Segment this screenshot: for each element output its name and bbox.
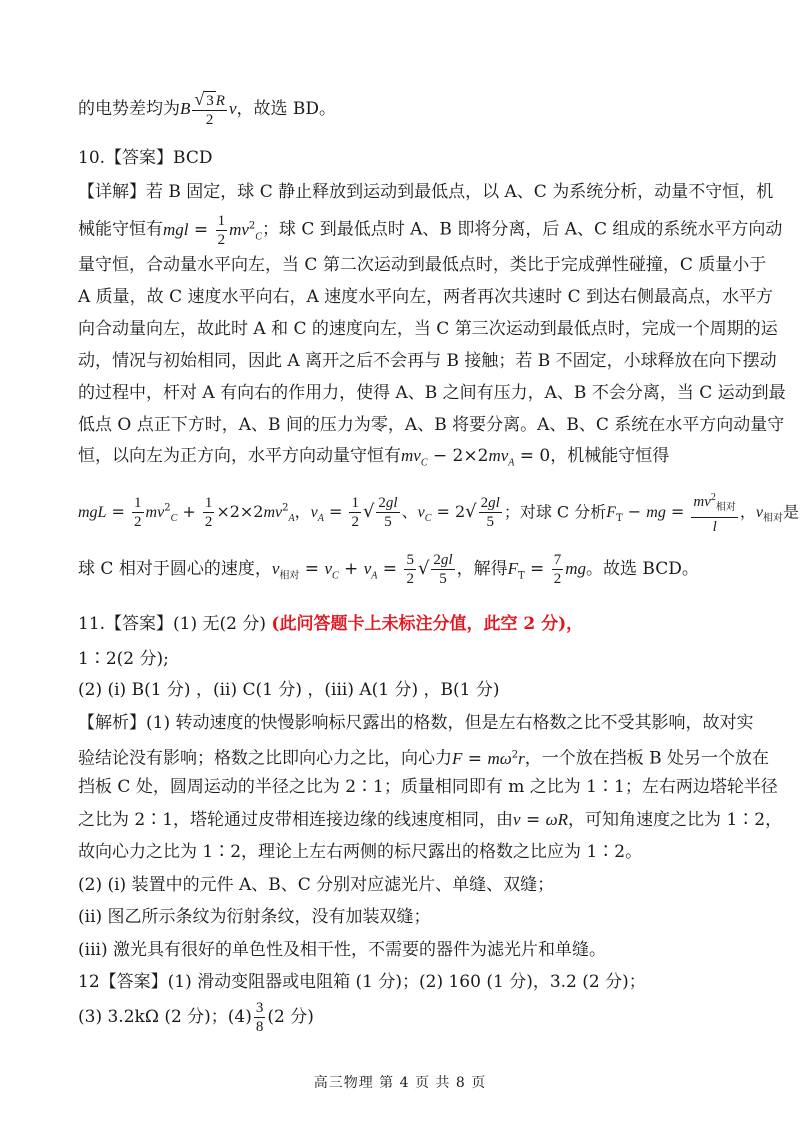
q10-tension-formula: $F_T$ − mg = $\frac{mv^2_{相对}}{l}$ ，$v_{相对}$ [606, 502, 783, 521]
q11-explain-line-8: (iii) 激光具有很好的单色性及相干性，不需要的器件为滤光片和单缝。 [78, 940, 606, 960]
q10-relative-velocity-formula: $v_{相对} = v_C + v_A$ = $\frac{5}{2}$ √ $\frac{2gl}{5}$ [271, 552, 453, 587]
q10-l11-text-b: ，解得 [456, 559, 508, 579]
q10-detail-line-3: 量守恒，合动量水平向左，当 C 第二次运动到最低点时，类比于完成弹性碰撞，C 质量小于 [78, 255, 767, 275]
q10-l9-text-a: 恒，以向左为正方向，水平方向动量守恒有 [78, 446, 401, 466]
q12-answer-line-1: 12【答案】(1) 滑动变阻器或电阻箱 (1 分)；(2) 160 (1 分)，3.2 (2 分)； [78, 972, 646, 992]
q11-explain-line-7: (ii) 图乙所示条纹为衍射条纹，没有加装双缝； [78, 907, 431, 927]
page-footer: 高三物理 第 4 页 共 8 页 [313, 1075, 487, 1091]
q11-e2-text-b: ，一个放在挡板 B 处另一个放在 [524, 748, 770, 769]
q11-explain-line-2 [78, 743, 770, 771]
q10-detail-line-11 [78, 542, 728, 596]
q12-l2-text-a: (3) 3.2kΩ (2 分)；(4) [78, 1007, 252, 1027]
q9-tail-line [78, 82, 728, 136]
q10-detail-line-5: 向合动量向左，故此时 A 和 C 的速度向左，当 C 第三次运动到最低点时，完成一个周期的运 [78, 319, 778, 339]
q11-e2-text-a: 验结论没有影响；格数之比即向心力之比，向心力 [78, 748, 452, 769]
q11-explain-line-6: (2) (i) 装置中的元件 A、B、C 分别对应滤光片、单缝、双缝； [78, 875, 555, 895]
q11-answer: 11.【答案】(1) 无(2 分) [78, 614, 267, 634]
q10-l9-text-b: ，机械能守恒得 [550, 446, 670, 466]
q10-l2-text-b: ；球 C 到最低点时 A、B 即将分离，后 A、C 组成的系统水平方向动 [261, 219, 783, 240]
q10-l10-text-b: 是 [783, 502, 800, 522]
q10-detail-line-6: 动，情况与初始相同，因此 A 离开之后不会再与 B 接触；若 B 不固定，小球释放在向下摆动 [78, 351, 777, 371]
q10-l2-text-a: 械能守恒有 [78, 219, 163, 240]
q11-red-note: (此问答题卡上未标注分值，此空 2 分)， [271, 614, 584, 634]
q10-energy-conservation-formula: mgL = $\frac{1}{2}$ $mv^2_C$ + $\frac{1}{2}$ $\times 2\times 2mv^2_A$，$v_A$ = $\frac{1}{2}$ √ $\frac{2gl}{5}$ 、$v_C = 2√$ $\frac{2gl}{5}$ [78, 495, 500, 531]
q11-answer-line-2: 1∶2(2 分); [78, 649, 169, 669]
q11-explain-line-3: 挡板 C 处，圆周运动的半径之比为 2∶1；质量相同即有 m 之比为 1∶1；左右两边塔轮半径 [78, 777, 778, 797]
q10-momentum-formula: $mv_C - 2\times 2mv_A = 0$ [401, 446, 551, 469]
q11-velocity-formula: v = ωR [513, 810, 569, 830]
q9-conclusion: ，故选 BD。 [236, 99, 337, 119]
q10-detail-line-9 [78, 444, 728, 475]
q10-tension-result: $F_T$ = $\frac{7}{2}$ mg [507, 552, 586, 587]
q10-l10-text-a: ；对球 C 分析 [503, 502, 607, 522]
q11-explain-line-1: 【解析】(1) 转动速度的快慢影响标尺露出的格数，但是左右格数之比不受其影响，故对实 [78, 713, 754, 733]
q10-detail-line-8: 低点 O 点正下方时，A、B 间的压力为零，A、B 将要分离。A、B、C 系统在水平方向动量守 [78, 415, 785, 435]
q10-detail-line-4: A 质量，故 C 速度水平向右，A 速度水平向左，两者再次共速时 C 到达右侧最高点，水平方 [78, 287, 773, 307]
q9-tail-text: 的电势差均为 [78, 99, 180, 119]
q11-e4-text-b: ，可知角速度之比为 1∶2， [568, 810, 783, 830]
q10-l11-text-a: 球 C 相对于圆心的速度， [78, 559, 272, 579]
q10-energy-formula: mgl = $\frac{1}{2}$ $mv^2_C$ [163, 212, 262, 248]
q10-detail-line-2 [78, 199, 783, 253]
q10-detail-line-10 [78, 482, 800, 536]
q11-answer-line-3: (2) (i) B(1 分) ，(ii) C(1 分) ，(iii) A(1 分) ，B(1 分) [78, 680, 500, 700]
q11-explain-line-4 [78, 808, 783, 832]
q10-answer: 10.【答案】BCD [78, 148, 213, 168]
q12-fraction-answer: $\frac{3}{8}$ [255, 1000, 264, 1035]
q11-e4-text-a: 之比为 2∶1，塔轮通过皮带相连接边缘的线速度相同，由 [78, 810, 514, 830]
q12-l2-text-b: (2 分) [267, 1007, 314, 1027]
q11-explain-line-5: 故向心力之比为 1∶2，理论上左右两侧的标尺露出的格数之比应为 1∶2。 [78, 842, 643, 862]
q10-detail-line-1: 【详解】若 B 固定，球 C 静止释放到运动到最低点，以 A、C 为系统分析，动量不守恒，机 [78, 182, 774, 202]
q12-answer-line-2 [78, 990, 728, 1044]
q11-centripetal-formula: $F = m\omega^2r$ [452, 748, 525, 769]
q9-potential-formula: B $\frac{√ 3 R}{2}$ v [180, 89, 237, 128]
q11-answer-line [78, 612, 728, 636]
q10-l11-text-c: 。故选 BCD。 [586, 559, 699, 579]
q10-detail-line-7: 的过程中，杆对 A 有向右的作用力，使得 A、B 之间有压力，A、B 不会分离，当 C 运动到最 [78, 383, 786, 403]
